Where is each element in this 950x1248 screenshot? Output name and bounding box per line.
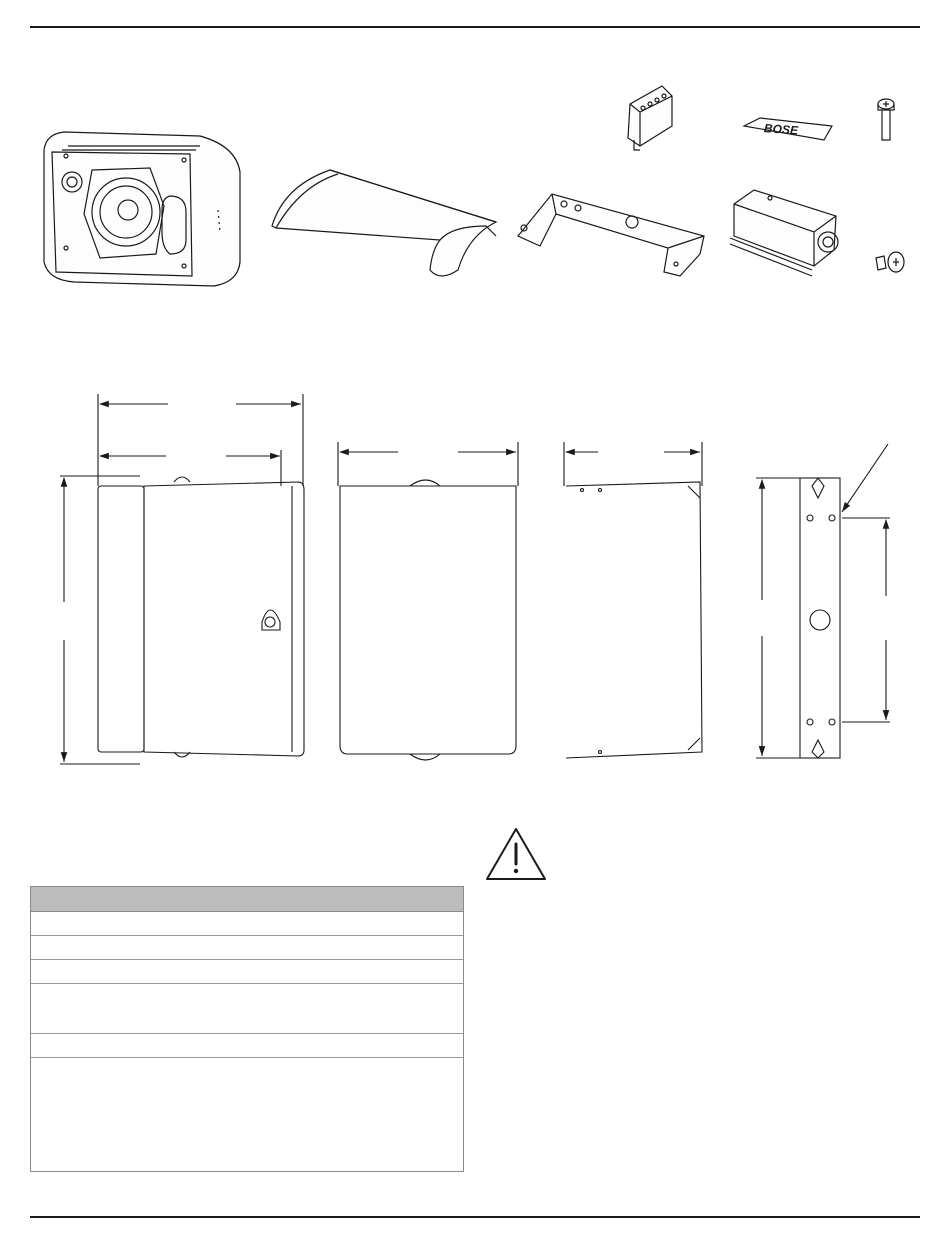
screw-short-illustration (876, 252, 904, 272)
component-illustrations (0, 0, 950, 320)
dimension-drawings (0, 390, 950, 770)
logo-badge-illustration (744, 118, 832, 140)
table-row (31, 960, 463, 984)
loudspeaker-illustration (44, 132, 240, 286)
mounting-plate-drawing (756, 444, 890, 758)
svg-text:BOSE: BOSE (763, 121, 799, 138)
bracket-illustration (518, 194, 704, 276)
bracket-view-drawing (564, 442, 702, 758)
junction-box-illustration (730, 190, 838, 276)
specification-table (30, 886, 464, 1172)
front-view-drawing (338, 442, 518, 760)
table-row (31, 1034, 463, 1058)
warning-triangle-icon (484, 826, 548, 882)
table-row (31, 912, 463, 936)
table-row (31, 936, 463, 960)
bottom-rule (30, 1216, 920, 1218)
cover-illustration (272, 170, 496, 276)
table-row (31, 984, 463, 1034)
side-view-drawing (60, 394, 304, 764)
table-header (31, 887, 463, 912)
screw-long-illustration (878, 99, 894, 140)
table-row (31, 1058, 463, 1170)
terminal-connector-illustration (628, 86, 672, 150)
